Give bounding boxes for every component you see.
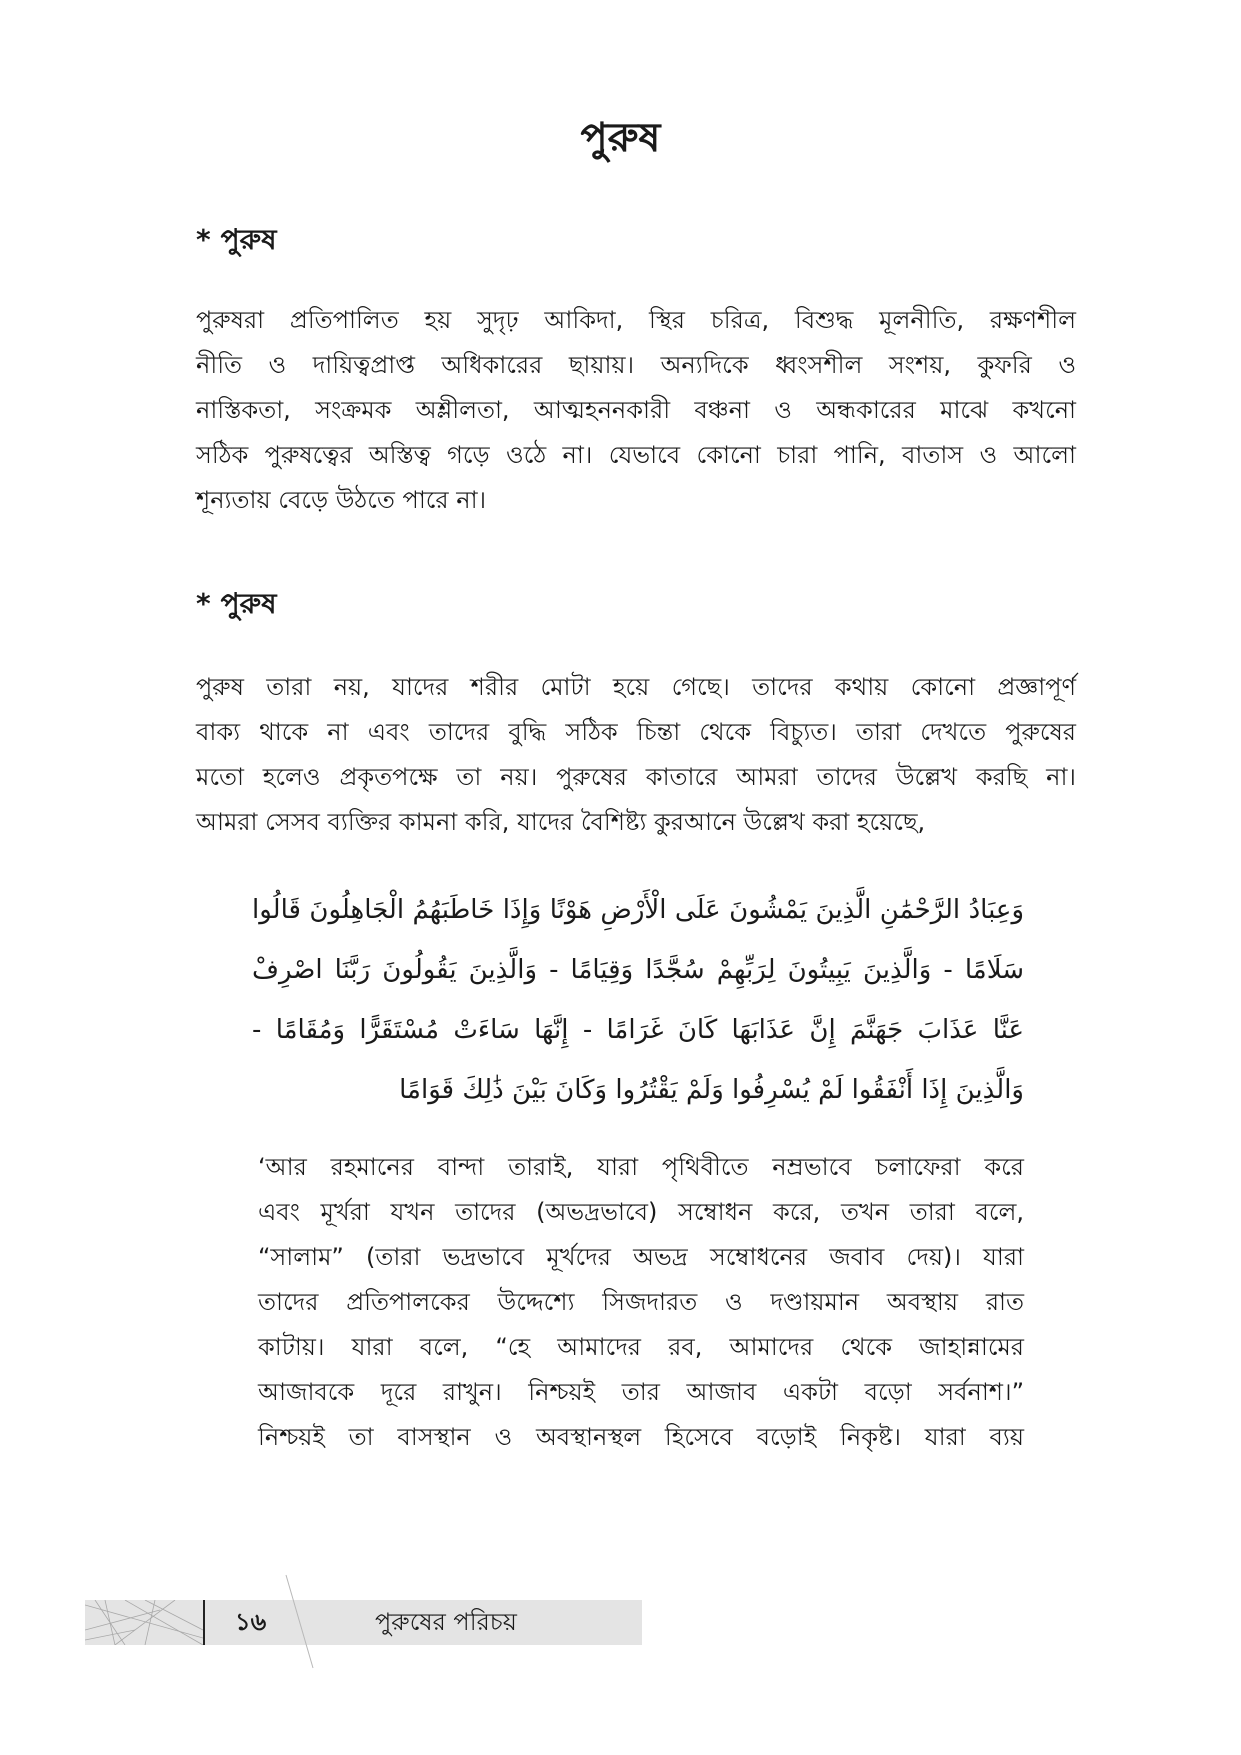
translation-line: ‘আর রহমানের বান্দা তারাই, যারা পৃথিবীতে নম্রভাবে চলাফেরা করে <box>258 1153 1024 1181</box>
paragraph-line: নীতি ও দায়িত্বপ্রাপ্ত অধিকারের ছায়ায়। অন্যদিকে ধ্বংসশীল সংশয়, কুফরি ও <box>196 351 1076 379</box>
section-heading-text: পুরুষ <box>220 223 277 256</box>
page-footer <box>85 1600 642 1645</box>
quran-quote-line: عَنَّا عَذَابَ جَهَنَّمَ إِنَّ عَذَابَهَا كَانَ غَرَامًا - إِنَّهَا سَاءَتْ مُسْتَقَرًّا وَمُقَامًا - <box>252 1015 1024 1045</box>
section-paragraph <box>196 665 1076 845</box>
running-book-title: পুরুষের পরিচয় <box>375 1608 517 1636</box>
translation-line: আজাবকে দূরে রাখুন। নিশ্চয়ই তার আজাব একটা বড়ো সর্বনাশ।” <box>258 1378 1024 1406</box>
paragraph-line: নাস্তিকতা, সংক্রমক অশ্লীলতা, আত্মহননকারী বঞ্চনা ও অন্ধকারের মাঝে কখনো <box>196 396 1076 424</box>
section-heading <box>196 220 277 260</box>
quran-quote-line: وَالَّذِينَ إِذَا أَنْفَقُوا لَمْ يُسْرِفُوا وَلَمْ يَقْتُرُوا وَكَانَ بَيْنَ ذَٰلِكَ قَوَامًا <box>399 1075 1024 1105</box>
quran-quote-line: سَلَامًا - وَالَّذِينَ يَبِيتُونَ لِرَبِّهِمْ سُجَّدًا وَقِيَامًا - وَالَّذِينَ يَقُولُونَ رَبَّنَا اصْرِفْ <box>252 955 1024 985</box>
section-paragraph <box>196 298 1076 523</box>
paragraph-line: বাক্য থাকে না এবং তাদের বুদ্ধি সঠিক চিন্তা থেকে বিচ্যুত। তারা দেখতে পুরুষের <box>196 718 1076 746</box>
quote-translation <box>258 1145 1024 1460</box>
translation-line: কাটায়। যারা বলে, “হে আমাদের রব, আমাদের থেকে জাহান্নামের <box>258 1333 1024 1361</box>
translation-line: “সালাম” (তারা ভদ্রভাবে মূর্খদের অভদ্র সম্বোধনের জবাব দেয়)। যারা <box>258 1243 1024 1271</box>
paragraph-line: মতো হলেও প্রকৃতপক্ষে তা নয়। পুরুষের কাতারে আমরা তাদের উল্লেখ করছি না। <box>196 763 1076 791</box>
asterisk-marker: * <box>196 223 211 256</box>
translation-line: তাদের প্রতিপালকের উদ্দেশ্যে সিজদারত ও দণ্ডায়মান অবস্থায় রাত <box>258 1288 1024 1316</box>
paragraph-line: আমরা সেসব ব্যক্তির কামনা করি, যাদের বৈশিষ্ট্য কুরআনে উল্লেখ করা হয়েছে, <box>196 808 926 836</box>
translation-line: এবং মূর্খরা যখন তাদের (অভদ্রভাবে) সম্বোধন করে, তখন তারা বলে, <box>258 1198 1024 1226</box>
asterisk-marker: * <box>196 587 211 620</box>
quran-quote <box>252 880 1024 1120</box>
decorative-line-pattern <box>85 1600 203 1645</box>
paragraph-line: শূন্যতায় বেড়ে উঠতে পারে না। <box>196 486 487 514</box>
quran-quote-line: وَعِبَادُ الرَّحْمَٰنِ الَّذِينَ يَمْشُونَ عَلَى الْأَرْضِ هَوْنًا وَإِذَا خَاطَبَهُمُ الْجَاهِلُونَ قَالُوا <box>252 895 1024 925</box>
paragraph-line: পুরুষ তারা নয়, যাদের শরীর মোটা হয়ে গেছে। তাদের কথায় কোনো প্রজ্ঞাপূর্ণ <box>196 673 1076 701</box>
page-number: ১৬ <box>235 1608 267 1636</box>
paragraph-line: পুরুষরা প্রতিপালিত হয় সুদৃঢ় আকিদা, স্থির চরিত্র, বিশুদ্ধ মূলনীতি, রক্ষণশীল <box>196 306 1076 334</box>
page-title: পুরুষ <box>580 115 661 161</box>
section-heading-text: পুরুষ <box>220 587 277 620</box>
paragraph-line: সঠিক পুরুষত্বের অস্তিত্ব গড়ে ওঠে না। যেভাবে কোনো চারা পানি, বাতাস ও আলো <box>196 441 1076 469</box>
footer-divider <box>203 1600 205 1645</box>
section-heading <box>196 584 277 624</box>
translation-line: নিশ্চয়ই তা বাসস্থান ও অবস্থানস্থল হিসেবে বড়োই নিকৃষ্ট। যারা ব্যয় <box>258 1423 1024 1451</box>
